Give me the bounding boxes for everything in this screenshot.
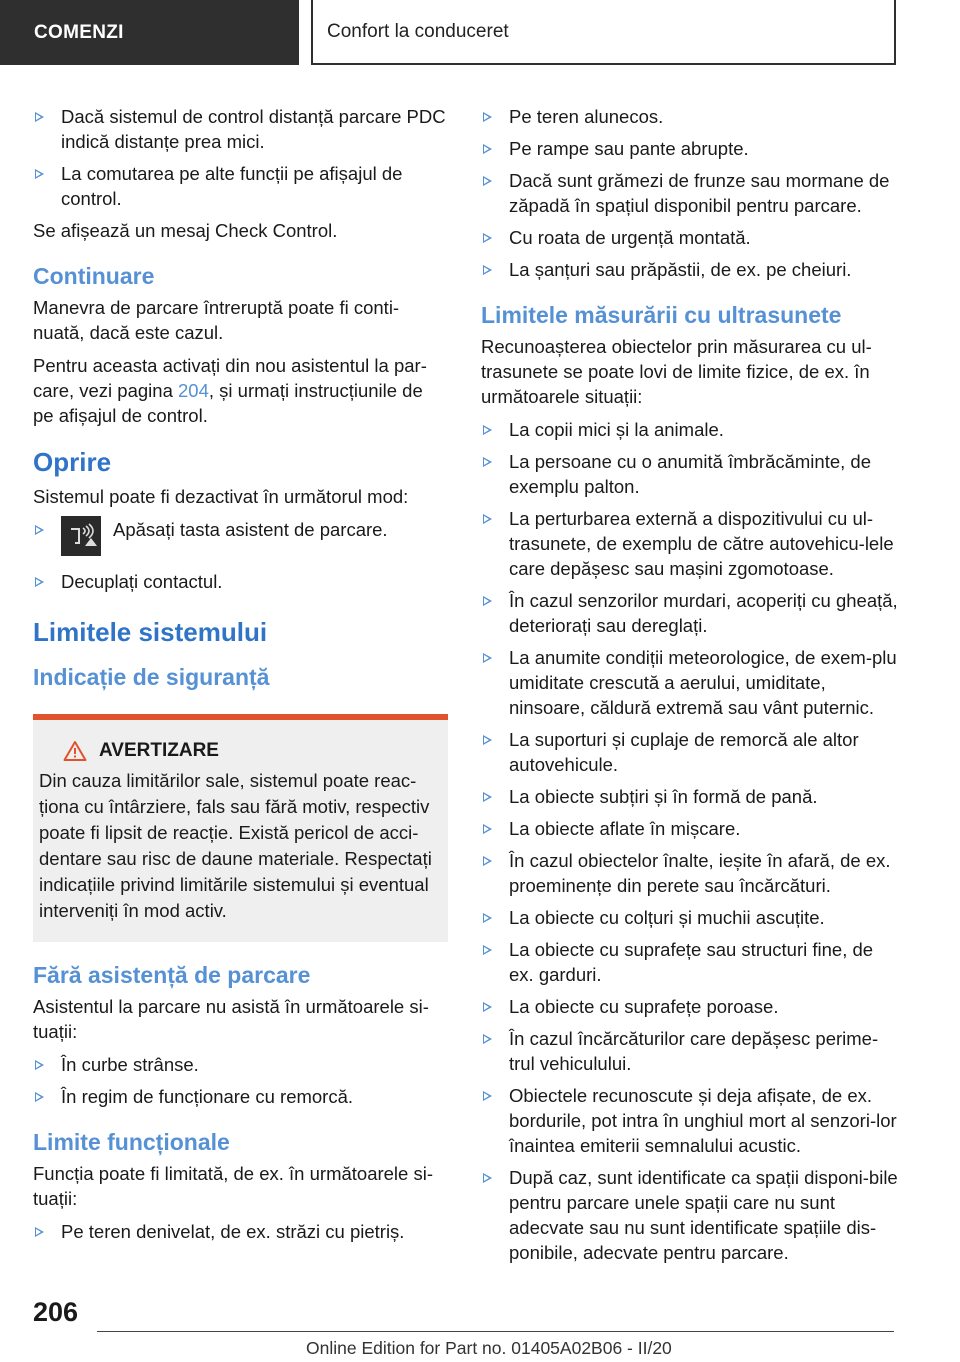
list-item: La obiecte cu suprafețe sau structuri fine, de ex. garduri. [481,937,901,987]
heading-indicatie: Indicație de siguranță [33,664,270,690]
bullet-triangle-icon [483,1173,492,1183]
bullet-triangle-icon [483,653,492,663]
page-link[interactable]: 204 [178,380,209,401]
list-item: Pe teren denivelat, de ex. străzi cu pietriș. [33,1219,448,1244]
list-item: La suporturi și cuplaje de remorcă ale altor autovehicule. [481,727,901,777]
footer-divider [97,1331,894,1332]
bullet-triangle-icon [483,824,492,834]
warning-box [33,714,448,942]
chapter-label: Confort la conduceret [327,20,509,42]
bullet-triangle-icon [483,1034,492,1044]
list-item: La copii mici și la animale. [481,417,901,442]
bullet-triangle-icon [35,525,44,535]
bullet-list [33,104,448,211]
heading-limitele-sistemului: Limitele sistemului [33,617,268,647]
section-label: COMENZI [34,21,124,43]
list-item: În cazul obiectelor înalte, ieșite în afară, de ex. proeminențe din perete sau încărcături. [481,848,901,898]
bullet-triangle-icon [483,514,492,524]
bullet-triangle-icon [483,1091,492,1101]
bullet-triangle-icon [483,457,492,467]
bullet-triangle-icon [35,112,44,122]
list-item: Decuplați contactul. [33,569,448,594]
list-item: La persoane cu o anumită îmbrăcăminte, de exemplu palton. [481,449,901,499]
paragraph: Recunoașterea obiectelor prin măsurarea cu ul‐trasunete se poate lovi de limite fizice, de ex. în următoarele situații: [481,336,872,407]
edition-footer: Online Edition for Part no. 01405A02B06 - II/20 [306,1338,672,1358]
list-item: Apăsați tasta asistent de parcare. [33,517,448,557]
heading-ultrasunete: Limitele măsurării cu ultrasunete [481,302,842,328]
list-item: La comutarea pe alte funcții pe afișajul de control. [33,161,448,211]
heading-continuare: Continuare [33,263,155,289]
bullet-triangle-icon [483,735,492,745]
list-item: Dacă sistemul de control distanță parcare PDC indică distanțe prea mici. [33,104,448,154]
check-control-text: Se afișează un mesaj Check Control. [33,220,338,241]
bullet-triangle-icon [483,265,492,275]
bullet-triangle-icon [483,945,492,955]
bullet-triangle-icon [483,792,492,802]
warning-triangle-icon [63,740,87,762]
left-column [33,104,448,1251]
heading-oprire: Oprire [33,447,112,477]
bullet-triangle-icon [35,1060,44,1070]
list-item: La obiecte cu suprafețe poroase. [481,994,901,1019]
list-item: La anumite condiții meteorologice, de exem‐plu umiditate crescută a aerului, umiditate, ninsoare, căldură extremă sau vânt puternic. [481,645,901,720]
bullet-list [33,517,448,594]
list-item: În curbe strânse. [33,1052,448,1077]
bullet-triangle-icon [483,913,492,923]
bullet-triangle-icon [35,169,44,179]
chapter-header [311,0,896,65]
bullet-list [33,1219,448,1244]
paragraph: Manevra de parcare întreruptă poate fi conti‐nuată, dacă este cazul. [33,297,400,343]
bullet-triangle-icon [483,425,492,435]
bullet-triangle-icon [35,1092,44,1102]
list-item: La perturbarea externă a dispozitivului cu ul‐trasunete, de exemplu de către autovehicu‐lele care depășesc sau mașini zgomotoase. [481,506,901,581]
paragraph: Asistentul la parcare nu asistă în următoarele si‐tuații: [33,996,429,1042]
bullet-triangle-icon [35,1227,44,1237]
bullet-list [33,1052,448,1109]
list-item: În cazul senzorilor murdari, acoperiți cu gheață, deteriorați sau dereglați. [481,588,901,638]
list-item: La obiecte aflate în mișcare. [481,816,901,841]
bullet-list [481,104,901,282]
list-item: Dacă sunt grămezi de frunze sau mormane de zăpadă în spațiul disponibil pentru parcare. [481,168,901,218]
list-item: Obiectele recunoscute și deja afișate, de ex. bordurile, pot intra în unghiul mort al senzori‐lor înaintea emiterii semnalului acustic. [481,1083,901,1158]
bullet-triangle-icon [35,577,44,587]
page-number: 206 [33,1297,79,1327]
paragraph: Funcția poate fi limitată, de ex. în următoarele si‐tuații: [33,1163,433,1209]
bullet-triangle-icon [483,1002,492,1012]
list-item: Pe rampe sau pante abrupte. [481,136,901,161]
bullet-triangle-icon [483,596,492,606]
bullet-triangle-icon [483,144,492,154]
warning-title: AVERTIZARE [39,740,442,762]
right-column [481,104,901,1272]
paragraph: Sistemul poate fi dezactivat în următorul mod: [33,486,409,507]
bullet-list [481,417,901,1265]
bullet-triangle-icon [483,233,492,243]
list-item: După caz, sunt identificate ca spații disponi‐bile pentru parcare unele spații care nu sunt adecvate sau nu sunt identificate spațiile dis‐ponibile, adecvate pentru parcare. [481,1165,901,1265]
bullet-triangle-icon [483,176,492,186]
heading-fara-asistenta: Fără asistență de parcare [33,962,311,988]
list-item: În cazul încărcăturilor care depășesc perime‐trul vehiculului. [481,1026,901,1076]
warning-text: Din cauza limitărilor sale, sistemul poate reac‐ționa cu întârziere, fals sau fără motiv, respectiv poate fi lipsit de reacție. Există pericol de acci‐dentare sau risc de daune materiale. Respectați indicațiile privind limitările sistemului și eventual interveniți în mod activ. [39,770,432,921]
list-item: La obiecte cu colțuri și muchii ascuțite. [481,905,901,930]
list-item: Pe teren alunecos. [481,104,901,129]
paragraph: Pentru aceasta activați din nou asistentul la par‐care, vezi pagina 204, și urmați instrucțiunile de pe afișajul de control. [33,355,427,426]
bullet-triangle-icon [483,112,492,122]
list-item: La șanțuri sau prăpăstii, de ex. pe cheiuri. [481,257,901,282]
parking-assistant-button-icon [61,516,101,556]
list-item: Cu roata de urgență montată. [481,225,901,250]
list-item: La obiecte subțiri și în formă de pană. [481,784,901,809]
section-tab [0,0,299,65]
heading-limite-functionale: Limite funcționale [33,1129,230,1155]
list-item: În regim de funcționare cu remorcă. [33,1084,448,1109]
bullet-triangle-icon [483,856,492,866]
